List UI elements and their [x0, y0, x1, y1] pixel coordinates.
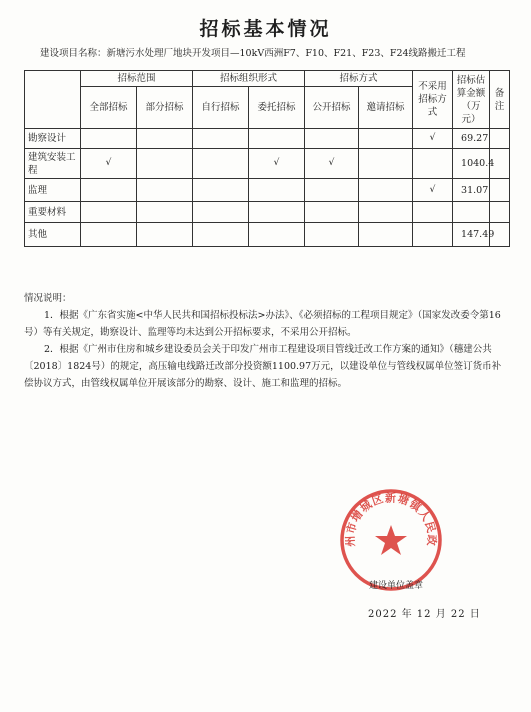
- subheader-entrust: 委托招标: [249, 87, 305, 129]
- document-date: 2022 年 12 月 22 日: [368, 609, 481, 620]
- row-label: 勘察设计: [25, 129, 81, 149]
- table-row: [25, 179, 510, 202]
- header-no-public: 不采用招标方式: [413, 71, 453, 129]
- cell-all: [81, 179, 137, 202]
- cell-self: [193, 179, 249, 202]
- cell-invite: [359, 149, 413, 179]
- cell-no-public: √: [413, 129, 453, 149]
- row-label: 建筑安装工程: [25, 149, 81, 179]
- cell-open: √: [305, 149, 359, 179]
- header-blank: [25, 71, 81, 129]
- cell-amount: 31.07: [453, 179, 490, 202]
- cell-remark: [490, 179, 510, 202]
- bidding-table: [24, 70, 510, 247]
- cell-partial: [137, 202, 193, 223]
- header-scope: 招标范围: [81, 71, 193, 87]
- cell-self: [193, 202, 249, 223]
- row-label: 其他: [25, 223, 81, 247]
- cell-self: [193, 223, 249, 247]
- page-title: 招标基本情况: [199, 18, 332, 40]
- project-name-line: 建设项目名称：新塘污水处理厂地块开发项目—10kV西洲F7、F10、F21、F23、F24线路搬迁工程: [40, 48, 466, 59]
- cell-partial: [137, 179, 193, 202]
- cell-no-public: √: [413, 179, 453, 202]
- cell-invite: [359, 223, 413, 247]
- cell-amount: 69.27: [453, 129, 490, 149]
- cell-no-public: [413, 202, 453, 223]
- cell-remark: [490, 202, 510, 223]
- cell-entrust: [249, 129, 305, 149]
- cell-partial: [137, 223, 193, 247]
- table-row: [25, 129, 510, 149]
- cell-invite: [359, 129, 413, 149]
- subheader-invite: 邀请招标: [359, 87, 413, 129]
- cell-entrust: [249, 202, 305, 223]
- cell-no-public: [413, 223, 453, 247]
- cell-open: [305, 179, 359, 202]
- cell-entrust: [249, 179, 305, 202]
- cell-all: √: [81, 149, 137, 179]
- subheader-all: 全部招标: [81, 87, 137, 129]
- cell-partial: [137, 149, 193, 179]
- cell-invite: [359, 179, 413, 202]
- row-label: 监理: [25, 179, 81, 202]
- seal-text: 州市增城区新塘镇人民政: [343, 491, 439, 548]
- cell-all: [81, 223, 137, 247]
- cell-amount: [453, 202, 490, 223]
- cell-entrust: √: [249, 149, 305, 179]
- cell-self: [193, 129, 249, 149]
- table-row: [25, 223, 510, 247]
- cell-amount: 147.49: [453, 223, 490, 247]
- cell-entrust: [249, 223, 305, 247]
- subheader-self: 自行招标: [193, 87, 249, 129]
- subheader-open: 公开招标: [305, 87, 359, 129]
- table-row: [25, 202, 510, 223]
- cell-remark: [490, 129, 510, 149]
- notes-item-2: 2．根据《广州市住房和城乡建设委员会关于印发广州市工程建设项目管线迁改工作方案的通知》（穗建公共〔2018〕1824号）的规定，高压输电线路迁改部分投资额1100.97万元，以建设单位与管线权属单位签订货币补偿协议方式，由管线权属单位开展该部分的勘察、设计、施工和监理的招标。: [24, 344, 502, 389]
- cell-invite: [359, 202, 413, 223]
- notes-heading: 情况说明：: [24, 293, 72, 304]
- cell-all: [81, 129, 137, 149]
- header-org-form: 招标组织形式: [193, 71, 305, 87]
- notes-item-1: 1．根据《广东省实施<中华人民共和国招标投标法>办法》、《必须招标的工程项目规定》（国家发改委令第16号）等有关规定，勘察设计、监理等均未达到公开招标要求，不采用公开招标。: [24, 310, 501, 338]
- cell-self: [193, 149, 249, 179]
- row-label: 重要材料: [25, 202, 81, 223]
- cell-open: [305, 223, 359, 247]
- subheader-partial: 部分招标: [137, 87, 193, 129]
- table-row: [25, 149, 510, 179]
- header-amount: 招标估算金额（万元）: [453, 71, 490, 129]
- cell-no-public: [413, 149, 453, 179]
- signature-label: 建设单位盖章: [369, 581, 424, 591]
- cell-open: [305, 129, 359, 149]
- cell-open: [305, 202, 359, 223]
- cell-all: [81, 202, 137, 223]
- cell-amount: 1040.4: [453, 149, 490, 179]
- cell-partial: [137, 129, 193, 149]
- header-remark: 备注: [490, 71, 510, 129]
- notes-section: [24, 290, 508, 392]
- header-method: 招标方式: [305, 71, 413, 87]
